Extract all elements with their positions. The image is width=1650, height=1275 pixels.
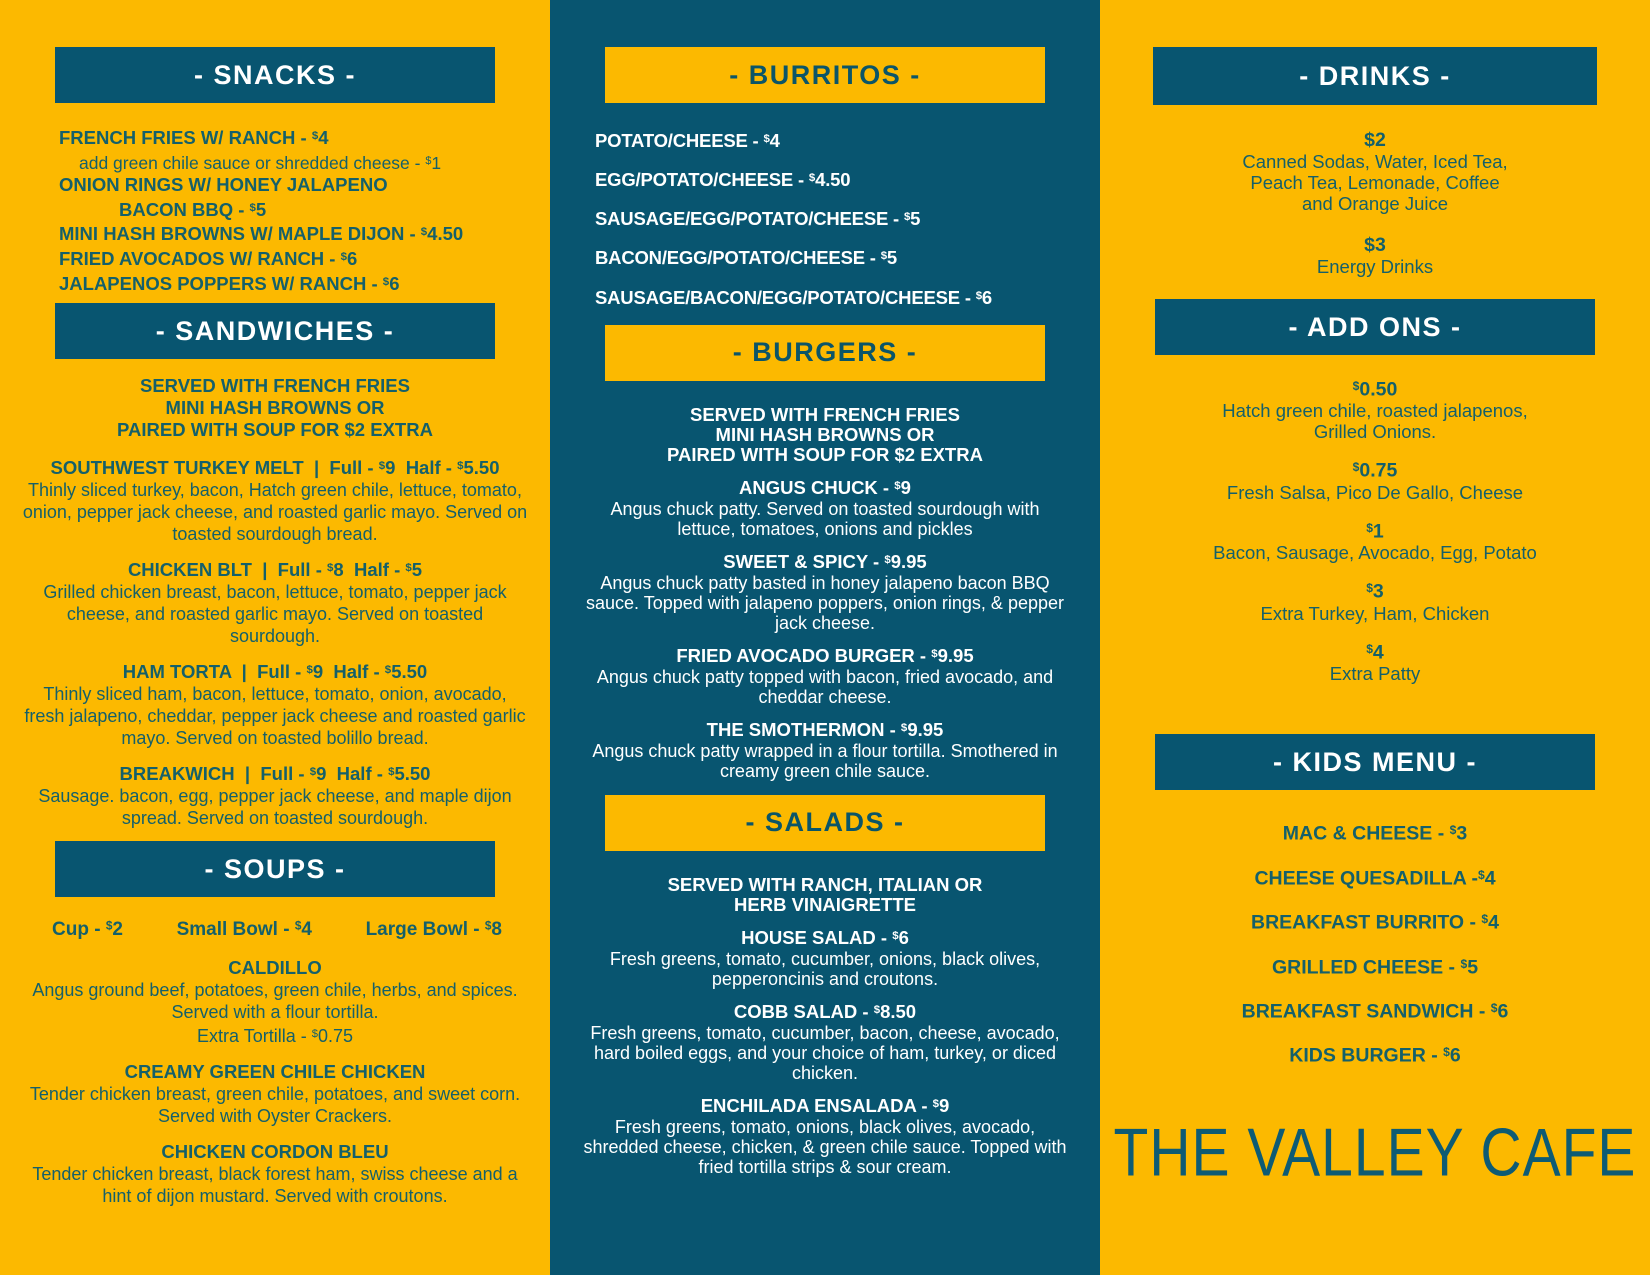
soups-section-header <box>55 841 495 897</box>
drinks-group-2-dollar <box>1100 129 1650 214</box>
addon-line: Bacon, Sausage, Avocado, Egg, Potato <box>1213 542 1537 564</box>
sandwiches-title: - SANDWICHES - <box>155 315 395 346</box>
menu-item-house-salad <box>550 927 1100 989</box>
kids-menu-list <box>1100 820 1650 1066</box>
soup-size-large-bowl: Large Bowl - $8 <box>365 919 502 941</box>
burritos-list <box>550 129 1100 308</box>
kids-item: CHEESE QUESADILLA -$4 <box>1254 867 1496 890</box>
addon-group <box>1100 375 1650 442</box>
item-description: Angus chuck patty basted in honey jalapeno bacon BBQ sauce. Topped with jalapeno poppers, onion rings, & pepper jack cheese. <box>585 572 1064 633</box>
menu-item-breakwich <box>0 763 550 829</box>
burrito-item: EGG/POTATO/CHEESE - $4.50 <box>595 169 851 191</box>
addon-group <box>1100 456 1650 502</box>
snack-item: JALAPENOS POPPERS W/ RANCH - $6 <box>59 272 400 294</box>
drinks-group-3-dollar <box>1100 234 1650 277</box>
drinks-line: Canned Sodas, Water, Iced Tea, <box>1242 151 1508 172</box>
item-description: Fresh greens, tomato, cucumber, bacon, cheese, avocado, hard boiled eggs, and your choice of ham, turkey, or diced chicken. <box>590 1022 1060 1083</box>
snack-item: MINI HASH BROWNS W/ MAPLE DIJON - $4.50 <box>59 223 464 245</box>
sandwiches-notes <box>0 375 550 441</box>
menu-item-creamy-green-chile-chicken <box>0 1061 550 1127</box>
soups-title: - SOUPS - <box>204 853 346 884</box>
salads-section-header <box>605 795 1045 851</box>
note-line: SERVED WITH RANCH, ITALIAN OR <box>667 873 983 895</box>
drinks-line: and Orange Juice <box>1301 193 1449 214</box>
snack-item: FRENCH FRIES W/ RANCH - $4 <box>59 127 329 149</box>
item-description: Tender chicken breast, black forest ham, swiss cheese and a hint of dijon mustard. Served with croutons. <box>32 1164 518 1207</box>
addons-title: - ADD ONS - <box>1288 311 1462 342</box>
note-line: MINI HASH BROWNS OR <box>715 423 935 445</box>
item-name: HAM TORTA | Full - $9 Half - $5.50 <box>122 661 428 683</box>
burrito-item: SAUSAGE/EGG/POTATO/CHEESE - $5 <box>595 208 921 230</box>
price: $0.50 <box>1352 378 1398 401</box>
menu-item-chicken-cordon-bleu <box>0 1141 550 1207</box>
price: $0.75 <box>1352 459 1398 482</box>
burgers-notes <box>550 405 1100 465</box>
sandwiches-section-header <box>55 303 495 359</box>
snacks-list <box>0 125 550 295</box>
snack-item: ONION RINGS W/ HONEY JALAPENO <box>59 174 388 196</box>
item-description: Sausage. bacon, egg, pepper jack cheese, and maple dijon spread. Served on toasted sourdough. <box>38 786 512 829</box>
menu-item-chicken-blt <box>0 559 550 647</box>
item-description: Thinly sliced turkey, bacon, Hatch green chile, lettuce, tomato, onion, pepper jack cheese, and roasted garlic mayo. Served on toasted sourdough bread. <box>22 480 528 545</box>
addons-section-header <box>1155 299 1595 355</box>
soup-sizes <box>0 919 550 941</box>
menu-item-cobb-salad <box>550 1001 1100 1083</box>
note-line: SERVED WITH FRENCH FRIES <box>690 403 960 425</box>
salads-notes <box>550 875 1100 915</box>
drinks-line: Energy Drinks <box>1316 256 1434 277</box>
addon-line: Hatch green chile, roasted jalapenos, <box>1222 400 1528 422</box>
addon-group <box>1100 577 1650 623</box>
addon-group <box>1100 517 1650 563</box>
middle-column <box>550 0 1100 1275</box>
addon-group <box>1100 638 1650 684</box>
item-name: SOUTHWEST TURKEY MELT | Full - $9 Half - $5.50 <box>50 457 500 479</box>
salads-title: - SALADS - <box>745 807 905 838</box>
menu-item-caldillo <box>0 957 550 1047</box>
kids-item: MAC & CHEESE - $3 <box>1282 822 1468 845</box>
menu-item-ham-torta <box>0 661 550 749</box>
right-column <box>1100 0 1650 1275</box>
menu-item-angus-chuck <box>550 477 1100 539</box>
item-name: HOUSE SALAD - $6 <box>741 926 909 948</box>
menu-item-sweet-and-spicy <box>550 551 1100 633</box>
item-name: COBB SALAD - $8.50 <box>733 1000 917 1022</box>
item-description: Fresh greens, tomato, cucumber, onions, black olives, pepperoncinis and croutons. <box>609 948 1041 989</box>
kids-menu-title: - KIDS MENU - <box>1273 746 1477 777</box>
price: $2 <box>1364 129 1386 151</box>
item-name: BREAKWICH | Full - $9 Half - $5.50 <box>119 763 431 785</box>
drinks-title: - DRINKS - <box>1299 60 1451 91</box>
item-description: Tender chicken breast, green chile, potatoes, and sweet corn. Served with Oyster Crackers. <box>29 1084 521 1127</box>
item-description: Thinly sliced ham, bacon, lettuce, tomato, onion, avocado, fresh jalapeno, cheddar, pepper jack cheese and roasted garlic mayo. Served on toasted bolillo bread. <box>24 684 526 749</box>
addon-line: Extra Turkey, Ham, Chicken <box>1260 602 1490 624</box>
item-name: ENCHILADA ENSALADA - $9 <box>700 1094 950 1116</box>
price: $3 <box>1366 580 1384 603</box>
burgers-title: - BURGERS - <box>732 337 918 368</box>
kids-item: KIDS BURGER - $6 <box>1289 1044 1461 1067</box>
snack-item-cont: BACON BBQ - $5 <box>119 198 267 220</box>
menu-item-southwest-turkey-melt <box>0 457 550 545</box>
burgers-section-header <box>605 325 1045 381</box>
item-name: FRIED AVOCADO BURGER - $9.95 <box>676 644 974 666</box>
kids-item: BREAKFAST SANDWICH - $6 <box>1241 1000 1509 1023</box>
item-description: Angus ground beef, potatoes, green chile, herbs, and spices. Served with a flour tortilla. <box>32 980 518 1023</box>
kids-item: BREAKFAST BURRITO - $4 <box>1251 911 1499 934</box>
addon-line: Grilled Onions. <box>1313 421 1437 443</box>
burrito-item: POTATO/CHEESE - $4 <box>595 130 780 152</box>
note-line: SERVED WITH FRENCH FRIES <box>140 375 410 397</box>
item-name: SWEET & SPICY - $9.95 <box>723 550 927 572</box>
drinks-line: Peach Tea, Lemonade, Coffee <box>1250 172 1500 193</box>
snacks-section-header <box>55 47 495 103</box>
note-line: PAIRED WITH SOUP FOR $2 EXTRA <box>667 443 983 465</box>
item-description: Grilled chicken breast, bacon, lettuce, tomato, pepper jack cheese, and roasted garlic mayo. Served on toasted sourdough. <box>43 582 507 647</box>
addon-line: Fresh Salsa, Pico De Gallo, Cheese <box>1226 481 1524 503</box>
drinks-section-header <box>1153 47 1597 105</box>
soup-size-cup: Cup - $2 <box>52 919 123 941</box>
kids-item: GRILLED CHEESE - $5 <box>1271 955 1479 978</box>
addon-line: Extra Patty <box>1329 663 1421 685</box>
item-description: Angus chuck patty. Served on toasted sourdough with lettuce, tomatoes, onions and pickles <box>610 498 1040 539</box>
snack-item-note: add green chile sauce or shredded cheese - $1 <box>79 152 442 173</box>
snacks-title: - SNACKS - <box>194 59 356 90</box>
menu-item-fried-avocado-burger <box>550 645 1100 707</box>
burrito-item: BACON/EGG/POTATO/CHEESE - $5 <box>595 247 897 269</box>
burritos-section-header <box>605 47 1045 103</box>
menu-item-the-smothermon <box>550 719 1100 781</box>
restaurant-logo: THE VALLEY CAFE <box>1113 1114 1637 1191</box>
item-name: CREAMY GREEN CHILE CHICKEN <box>124 1061 426 1083</box>
item-description: Angus chuck patty topped with bacon, fried avocado, and cheddar cheese. <box>596 666 1054 707</box>
note-line: PAIRED WITH SOUP FOR $2 EXTRA <box>117 419 433 441</box>
item-description: Fresh greens, tomato, onions, black olives, avocado, shredded cheese, chicken, & green chile sauce. Topped with fried tortilla strips & sour cream. <box>583 1116 1067 1177</box>
item-name: CHICKEN BLT | Full - $8 Half - $5 <box>127 559 423 581</box>
price: $3 <box>1364 234 1386 256</box>
item-extra: Extra Tortilla - $0.75 <box>197 1026 353 1047</box>
snack-item: FRIED AVOCADOS W/ RANCH - $6 <box>59 248 358 269</box>
item-name: ANGUS CHUCK - $9 <box>739 476 911 498</box>
burritos-title: - BURRITOS - <box>729 59 921 90</box>
kids-menu-section-header <box>1155 734 1595 790</box>
note-line: MINI HASH BROWNS OR <box>165 397 385 419</box>
price: $4 <box>1366 641 1384 664</box>
item-name: CALDILLO <box>228 957 322 979</box>
item-description: Angus chuck patty wrapped in a flour tortilla. Smothered in creamy green chile sauce. <box>592 740 1058 781</box>
price: $1 <box>1366 520 1384 543</box>
left-column <box>0 0 550 1275</box>
menu-item-enchilada-ensalada <box>550 1095 1100 1177</box>
soup-size-small-bowl: Small Bowl - $4 <box>176 919 312 941</box>
item-name: CHICKEN CORDON BLEU <box>161 1141 389 1163</box>
note-line: HERB VINAIGRETTE <box>734 893 916 915</box>
item-name: THE SMOTHERMON - $9.95 <box>706 718 944 740</box>
burrito-item: SAUSAGE/BACON/EGG/POTATO/CHEESE - $6 <box>595 286 992 308</box>
